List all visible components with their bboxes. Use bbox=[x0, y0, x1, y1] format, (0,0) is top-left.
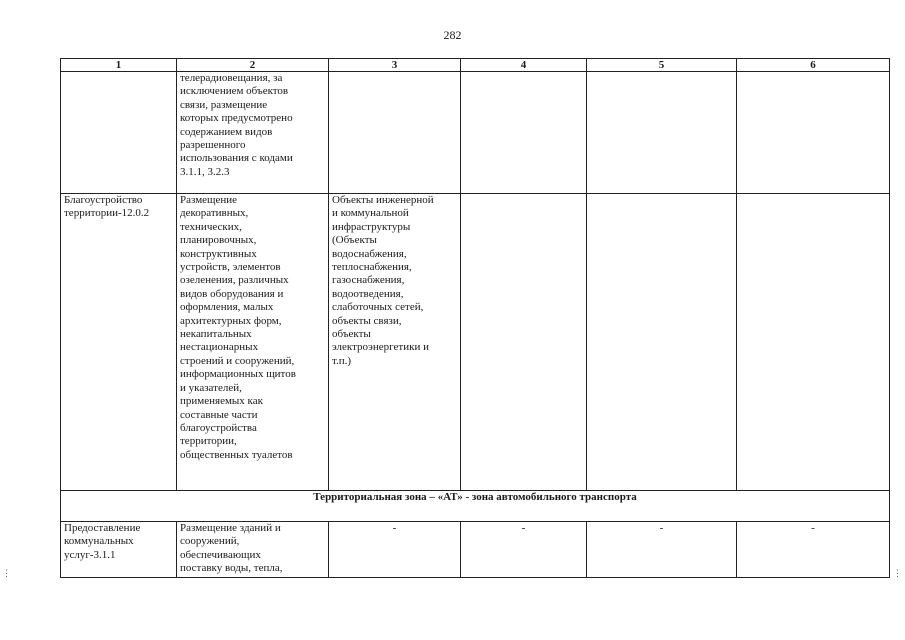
land-use-table bbox=[60, 58, 890, 578]
column-header-1: 1 bbox=[61, 59, 177, 72]
table-cell bbox=[737, 72, 890, 194]
table-cell: Благоустройство территории-12.0.2 bbox=[61, 194, 177, 491]
table-row bbox=[61, 72, 890, 194]
header-row bbox=[61, 59, 890, 72]
table-cell bbox=[461, 194, 587, 491]
table-cell: Объекты инженерной и коммунальной инфраструктуры (Объекты водоснабжения, теплоснабжения, газоснабжения, водоотведения, слаботочных сетей, объекты связи, объекты электроэнергетики и т.п.) bbox=[329, 194, 461, 491]
column-header-5: 5 bbox=[587, 59, 737, 72]
column-header-6: 6 bbox=[737, 59, 890, 72]
table-cell bbox=[461, 72, 587, 194]
table-cell bbox=[329, 72, 461, 194]
table-cell bbox=[587, 194, 737, 491]
table-cell: - bbox=[587, 522, 737, 578]
table-cell: - bbox=[329, 522, 461, 578]
table-cell: - bbox=[737, 522, 890, 578]
table-cell: Размещение зданий и сооружений, обеспечивающих поставку воды, тепла, bbox=[177, 522, 329, 578]
table-cell bbox=[61, 72, 177, 194]
zone-heading: Территориальная зона – «АТ» - зона автомобильного транспорта bbox=[61, 491, 890, 522]
table-cell bbox=[587, 72, 737, 194]
column-header-4: 4 bbox=[461, 59, 587, 72]
zone-heading-row bbox=[61, 491, 890, 522]
table-cell: Предоставление коммунальных услуг-3.1.1 bbox=[61, 522, 177, 578]
table-cell: Размещение декоративных, технических, планировочных, конструктивных устройств, элементов озеленения, различных видов оборудования и оформления, малых архитектурных форм, некапитальных нестационарных строений и сооружений, информационных щитов и указателей, применяемых как составные части благоустройства территории, общественных туалетов bbox=[177, 194, 329, 491]
page-number: 282 bbox=[443, 28, 462, 42]
table-cell bbox=[737, 194, 890, 491]
table-cell: - bbox=[461, 522, 587, 578]
scan-edge-mark-left: ⋮ bbox=[2, 568, 11, 578]
table-row bbox=[61, 194, 890, 491]
table-cell: телерадиовещания, за исключением объектов связи, размещение которых предусмотрено содержанием видов разрешенного использования с кодами 3.1.1, 3.2.3 bbox=[177, 72, 329, 194]
column-header-2: 2 bbox=[177, 59, 329, 72]
column-header-3: 3 bbox=[329, 59, 461, 72]
table-row bbox=[61, 522, 890, 578]
scan-edge-mark-right: ⋮ bbox=[893, 568, 902, 578]
